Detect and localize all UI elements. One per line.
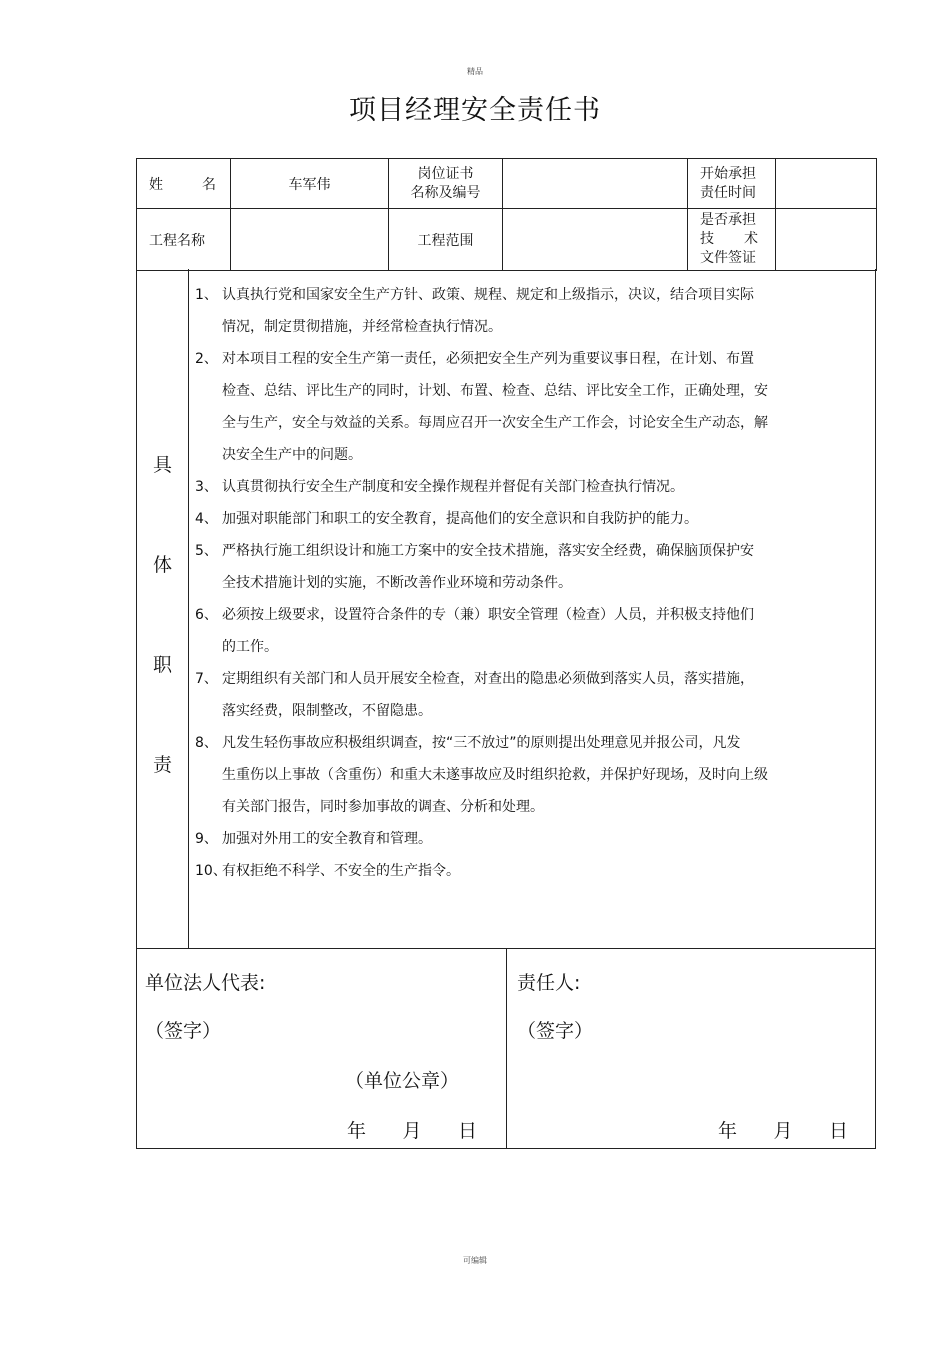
duty-number: 7、 xyxy=(195,671,218,687)
duty-item xyxy=(195,663,807,727)
duty-line xyxy=(195,727,807,759)
duty-line xyxy=(195,471,807,503)
duty-number: 6、 xyxy=(195,607,218,623)
duty-line: 落实经费，限制整改，不留隐患。 xyxy=(222,703,432,719)
project-scope-value xyxy=(503,209,688,271)
duty-text: 加强对外用工的安全教育和管理。 xyxy=(222,831,432,847)
header-mark: 精品 xyxy=(467,67,483,76)
duty-line xyxy=(195,503,807,535)
duty-line xyxy=(195,599,807,631)
signature-section xyxy=(136,948,876,1149)
duty-line: 检查、总结、评比生产的同时，计划、布置、检查、总结、评比安全工作，正确处理，安 xyxy=(222,383,768,399)
project-name-value xyxy=(231,209,389,271)
duty-line xyxy=(195,663,807,695)
duty-number: 1、 xyxy=(195,287,218,303)
duty-line xyxy=(195,279,807,311)
name-label: 姓 名 xyxy=(137,159,231,209)
duty-item xyxy=(195,279,807,343)
duty-list xyxy=(195,279,807,887)
side-char: 体 xyxy=(152,554,172,576)
footer-mark: 可编辑 xyxy=(463,1256,487,1265)
legal-rep-label: 单位法人代表: xyxy=(145,972,266,994)
info-table xyxy=(136,158,877,271)
project-name-label: 工程名称 xyxy=(137,209,231,271)
cert-label: 岗位证书 名称及编号 xyxy=(389,159,503,209)
unit-seal: （单位公章） xyxy=(345,1070,460,1092)
side-char: 职 xyxy=(152,654,172,676)
duty-item xyxy=(195,535,807,599)
duty-item xyxy=(195,855,807,887)
duty-item xyxy=(195,823,807,855)
duty-number: 10、 xyxy=(195,863,227,879)
name-value: 车军伟 xyxy=(231,159,389,209)
document-title: 项目经理安全责任书 xyxy=(349,95,601,126)
duty-number: 3、 xyxy=(195,479,218,495)
duty-text: 有权拒绝不科学、不安全的生产指令。 xyxy=(222,863,460,879)
duty-text: 加强对职能部门和职工的安全教育，提高他们的安全意识和自我防护的能力。 xyxy=(222,511,698,527)
duty-line xyxy=(195,535,807,567)
duty-line: 决安全生产中的问题。 xyxy=(222,447,362,463)
side-char: 具 xyxy=(152,454,172,476)
duty-line: 的工作。 xyxy=(222,639,278,655)
duty-item xyxy=(195,471,807,503)
duty-number: 2、 xyxy=(195,351,218,367)
start-time-value xyxy=(776,159,877,209)
duty-line: 生重伤以上事故（含重伤）和重大未遂事故应及时组织抢救，并保护好现场，及时向上级 xyxy=(222,767,768,783)
start-time-label: 开始承担 责任时间 xyxy=(688,159,776,209)
duty-item xyxy=(195,503,807,535)
tech-doc-label: 是否承担 技 术 文件签证 xyxy=(688,209,776,271)
duty-text: 认真执行党和国家安全生产方针、政策、规程、规定和上级指示，决议，结合项目实际 xyxy=(222,287,754,303)
duty-line xyxy=(195,855,807,887)
responsible-person-label: 责任人: xyxy=(517,972,581,994)
duty-number: 8、 xyxy=(195,735,218,751)
duty-line xyxy=(195,343,807,375)
duty-item xyxy=(195,727,807,823)
duties-section xyxy=(136,269,876,949)
duty-line: 全技术措施计划的实施，不断改善作业环境和劳动条件。 xyxy=(222,575,572,591)
duty-text: 认真贯彻执行安全生产制度和安全操作规程并督促有关部门检查执行情况。 xyxy=(222,479,684,495)
duties-side-label xyxy=(137,269,189,948)
duty-line xyxy=(195,823,807,855)
right-date: 年 月 日 xyxy=(718,1120,848,1142)
duty-text: 严格执行施工组织设计和施工方案中的安全技术措施，落实安全经费，确保脑顶保护安 xyxy=(222,543,754,559)
legal-rep-sign: （签字） xyxy=(145,1020,222,1042)
duty-line: 情况，制定贯彻措施，并经常检查执行情况。 xyxy=(222,319,502,335)
duty-number: 9、 xyxy=(195,831,218,847)
duty-item xyxy=(195,343,807,471)
signature-divider xyxy=(506,948,507,1148)
duty-text: 对本项目工程的安全生产第一责任，必须把安全生产列为重要议事日程，在计划、布置 xyxy=(222,351,754,367)
duty-number: 4、 xyxy=(195,511,218,527)
duty-line: 全与生产，安全与效益的关系。每周应召开一次安全生产工作会，讨论安全生产动态，解 xyxy=(222,415,768,431)
duty-line: 有关部门报告，同时参加事故的调查、分析和处理。 xyxy=(222,799,544,815)
duty-text: 凡发生轻伤事故应积极组织调查，按“三不放过”的原则提出处理意见并报公司，凡发 xyxy=(222,735,741,751)
cert-value xyxy=(503,159,688,209)
project-scope-label: 工程范围 xyxy=(389,209,503,271)
side-char: 责 xyxy=(152,754,172,776)
duty-text: 必须按上级要求，设置符合条件的专（兼）职安全管理（检查）人员，并积极支持他们 xyxy=(222,607,754,623)
duty-item xyxy=(195,599,807,663)
duty-text: 定期组织有关部门和人员开展安全检查，对查出的隐患必须做到落实人员，落实措施， xyxy=(222,671,754,687)
duty-number: 5、 xyxy=(195,543,218,559)
tech-doc-value xyxy=(776,209,877,271)
left-date: 年 月 日 xyxy=(347,1120,477,1142)
responsible-person-sign: （签字） xyxy=(517,1020,594,1042)
